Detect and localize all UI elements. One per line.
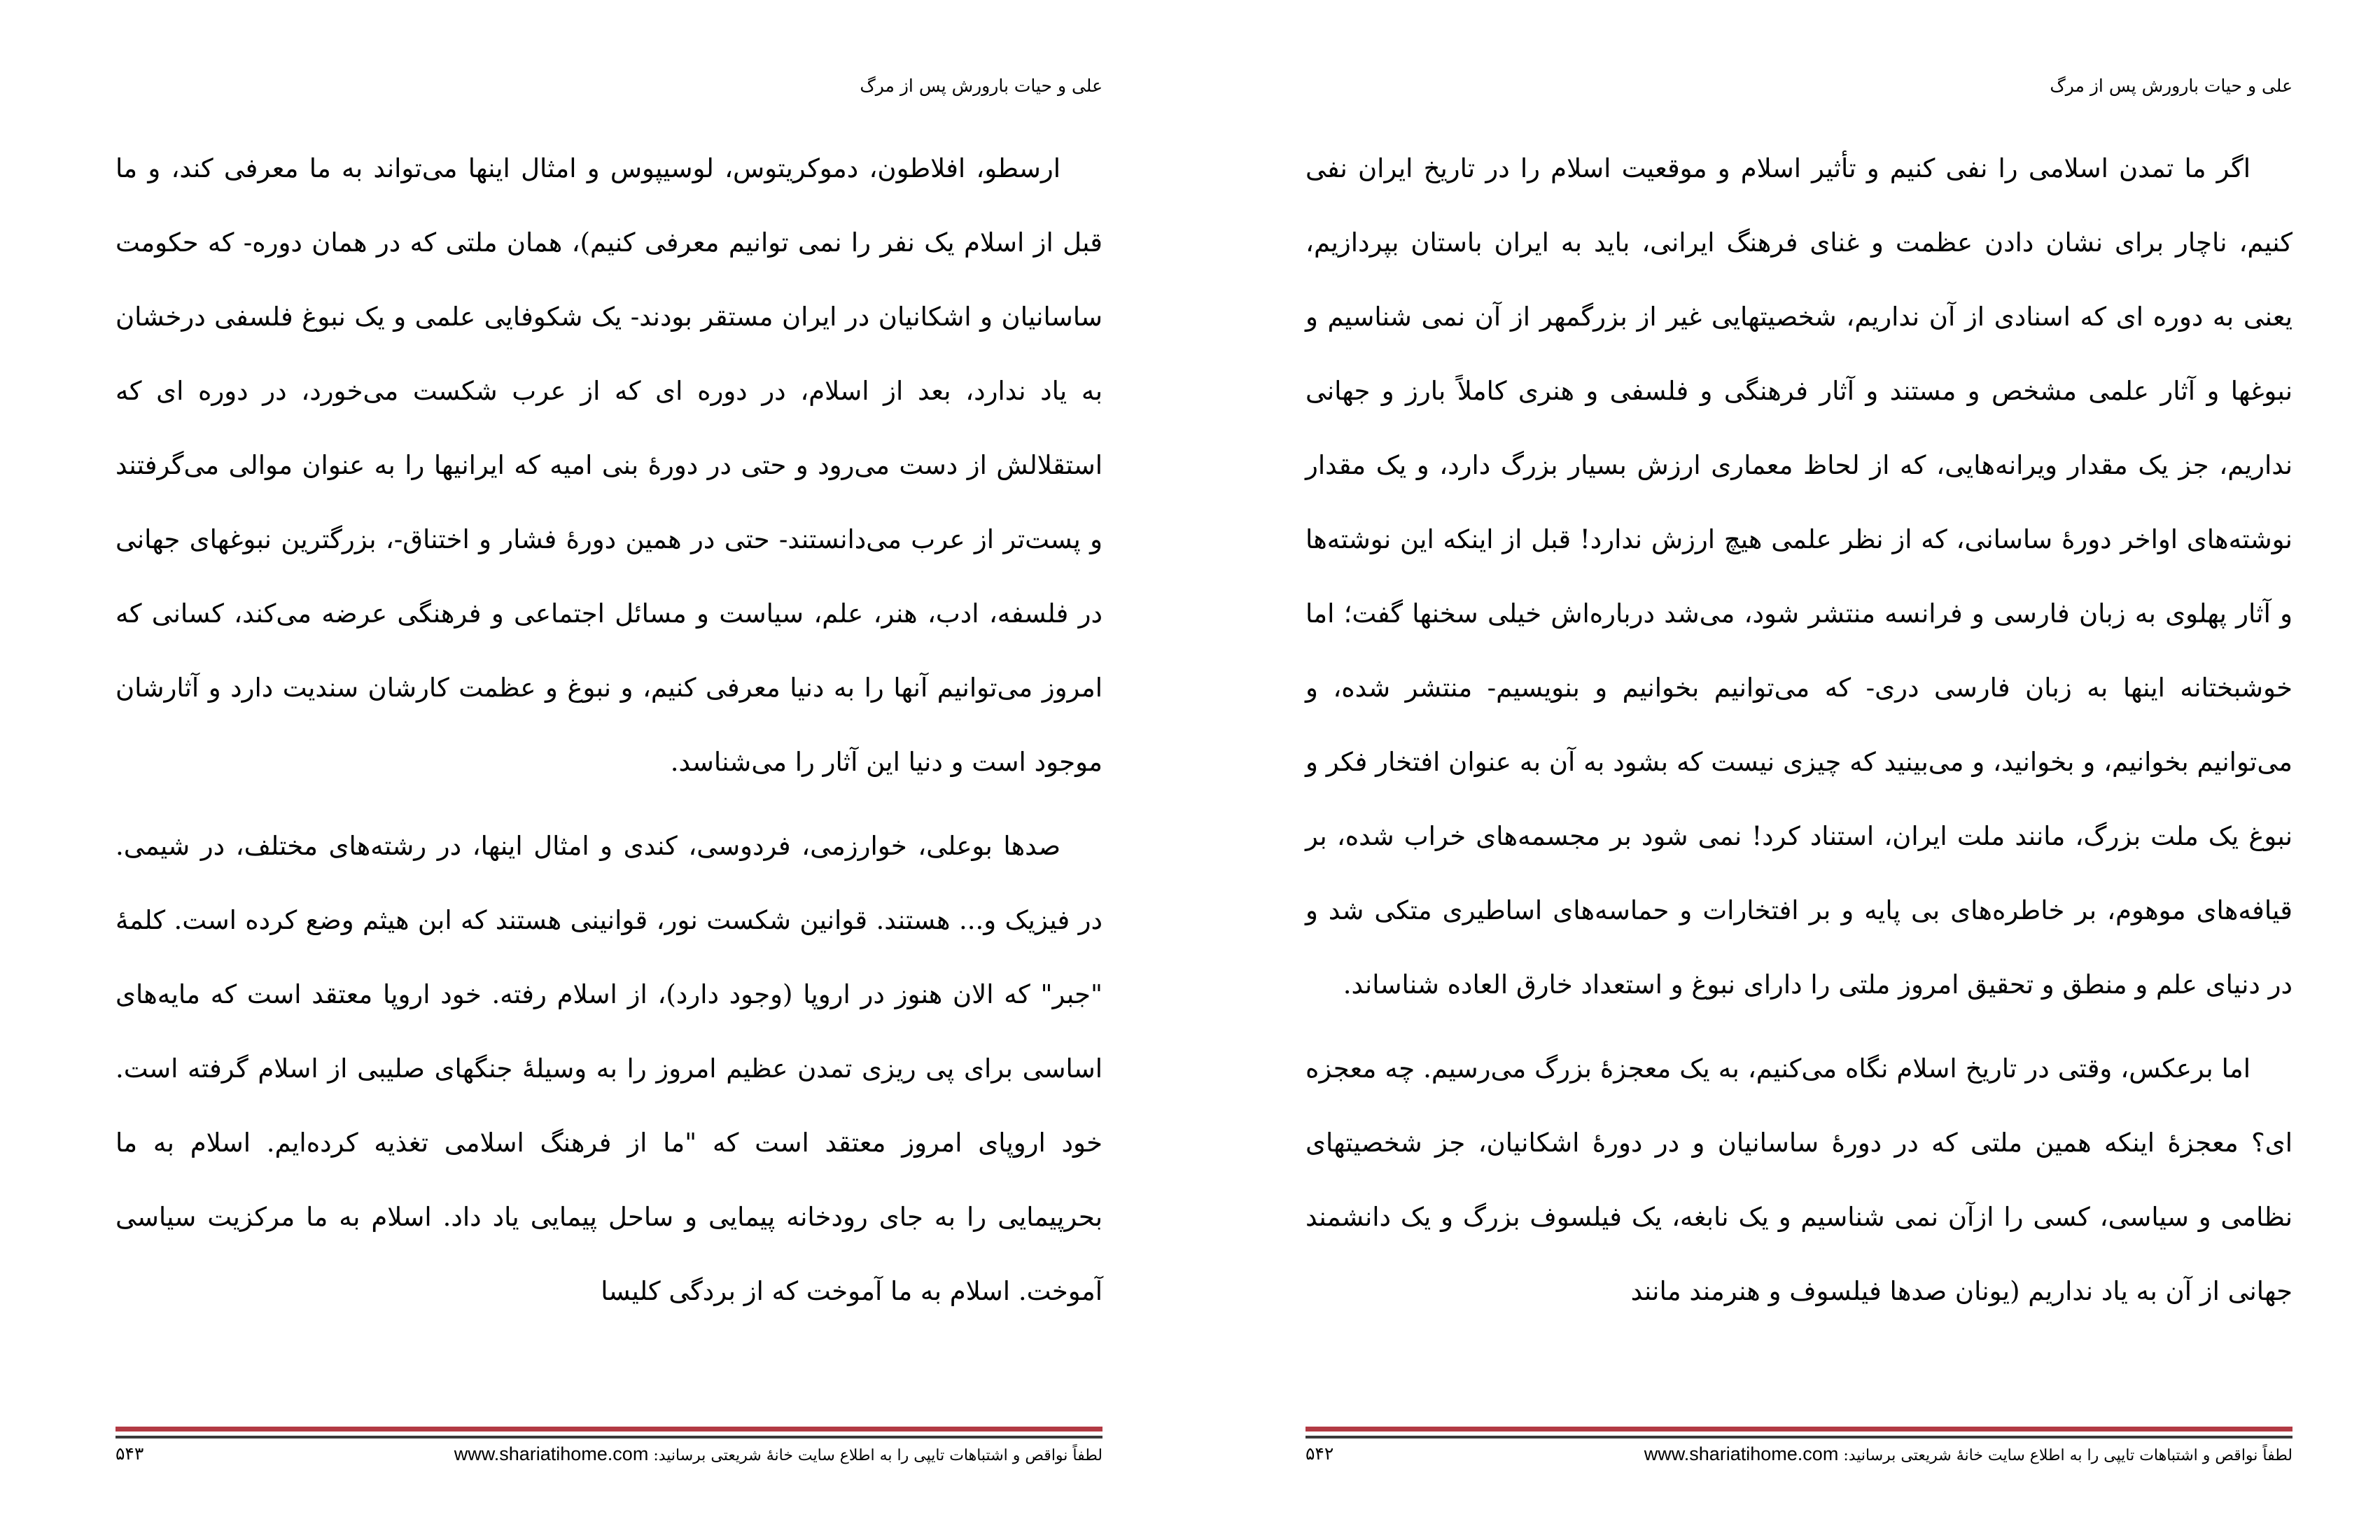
- page-number: ۵۴۲: [1306, 1443, 1334, 1464]
- footer-notice: [454, 1443, 1102, 1465]
- footer-notice: [1644, 1443, 2292, 1465]
- footer-message: لطفاً نواقص و اشتباهات تایپی را به اطلاع سایت خانۀ شریعتی برسانید:: [1843, 1447, 2292, 1464]
- page-footer: [115, 1443, 1102, 1471]
- paragraph: اگر ما تمدن اسلامی را نفی کنیم و تأثیر اسلام و موقعیت اسلام را در تاریخ ایران نفی کنیم، ناچار برای نشان دادن عظمت و غنای فرهنگ ایرانی، باید به ایران باستان بپردازیم، یعنی به دوره ای که اسنادی از آن نداریم، شخصیتهایی غیر از بزرگمهر از آن نمی شناسیم و نبوغها و آثار علمی مشخص و مستند و آثار فرهنگی و فلسفی و هنری کاملاً بارز و جهانی نداریم، جز یک مقدار ویرانه‌هایی، که از لحاظ معماری ارزش بسیار بزرگ دارد، و یک مقدار نوشته‌های اواخر دورۀ ساسانی، که از نظر علمی هیچ ارزش ندارد! قبل از اینکه این نوشته‌ها و آثار پهلوی به زبان فارسی و فرانسه منتشر شود، می‌شد درباره‌اش خیلی سخنها گفت؛ اما خوشبختانه اینها به زبان فارسی دری- که می‌توانیم بخوانیم و بنویسیم- منتشر شده، و می‌توانیم بخوانیم، و بخوانید، و می‌بینید که چیزی نیست که بشود به آن به عنوان افتخار فکر و نبوغ یک ملت بزرگ، مانند ملت ایران، استناد کرد! نمی شود بر مجسمه‌های خراب شده، بر قیافه‌های موهوم، بر خاطره‌های بی پایه و بر افتخارات و حماسه‌های اساطیری متکی شد و در دنیای علم و منطق و تحقیق امروز ملتی را دارای نبوغ و استعداد خارق العاده شناساند.: [1306, 153, 2292, 1000]
- footer-rule-dark: [1306, 1436, 2292, 1438]
- page-body: [115, 132, 1102, 1329]
- page-542: [1190, 0, 2380, 1540]
- footer-rule-red: [1306, 1427, 2292, 1432]
- footer-message: لطفاً نواقص و اشتباهات تایپی را به اطلاع سایت خانۀ شریعتی برسانید:: [653, 1447, 1102, 1464]
- page-number: ۵۴۳: [115, 1443, 144, 1464]
- page-footer: [1306, 1443, 2292, 1471]
- paragraph: اما برعکس، وقتی در تاریخ اسلام نگاه می‌کنیم، به یک معجزۀ بزرگ می‌رسیم. چه معجزه ای؟ معجزۀ اینکه همین ملتی که در دورۀ ساسانیان و در دورۀ اشکانیان، جز شخصیتهای نظامی و سیاسی، کسی را ازآن نمی شناسیم و یک نابغه، یک فیلسوف بزرگ و یک دانشمند جهانی از آن به یاد نداریم (یونان صدها فیلسوف و هنرمند مانند: [1306, 1054, 2292, 1306]
- running-head: علی و حیات بارورش پس از مرگ: [2050, 76, 2292, 96]
- paragraph: صدها بوعلی، خوارزمی، فردوسی، کندی و امثال اینها، در رشته‌های مختلف، در شیمی. در فیزیک و... هستند. قوانین شکست نور، قوانینی هستند که ابن هیثم وضع کرده است. کلمۀ "جبر" که الان هنوز در اروپا (وجود دارد)، از اسلام رفته. خود اروپا معتقد است که مایه‌های اساسی برای پی ریزی تمدن عظیم امروز را به وسیلۀ جنگهای صلیبی از اسلام گرفته است. خود اروپای امروز معتقد است که "ما از فرهنگ اسلامی تغذیه کرده‌ایم. اسلام به ما بحرپیمایی را به جای رودخانه پیمایی و ساحل پیمایی یاد داد. اسلام به ما مرکزیت سیاسی آموخت. اسلام به ما آموخت که از بردگی کلیسا: [115, 831, 1102, 1306]
- running-head: علی و حیات بارورش پس از مرگ: [860, 76, 1102, 96]
- footer-url-link[interactable]: www.shariatihome.com: [454, 1443, 649, 1464]
- paragraph: ارسطو، افلاطون، دموکریتوس، لوسیپوس و امثال اینها می‌تواند به ما معرفی کند، و ما قبل از اسلام یک نفر را نمی توانیم معرفی کنیم)، همان ملتی که در همان دوره- که حکومت ساسانیان و اشکانیان در ایران مستقر بودند- یک شکوفایی علمی و یک نبوغ فلسفی درخشان به یاد ندارد، بعد از اسلام، در دوره ای که از عرب شکست می‌خورد، در دوره ای که استقلالش از دست می‌رود و حتی در دورۀ بنی امیه که ایرانیها را به عنوان موالی می‌گرفتند و پست‌تر از عرب می‌دانستند- حتی در همین دورۀ فشار و اختناق-، بزرگترین نبوغهای جهانی در فلسفه، ادب، هنر، علم، سیاست و مسائل اجتماعی و فرهنگی عرضه می‌کند، کسانی که امروز می‌توانیم آنها را به دنیا معرفی کنیم، و نبوغ و عظمت کارشان سندیت دارد و آثارشان موجود است و دنیا این آثار را می‌شناسد.: [115, 153, 1102, 777]
- footer-rule-dark: [115, 1436, 1102, 1438]
- footer-url-link[interactable]: www.shariatihome.com: [1644, 1443, 1839, 1464]
- page-body: [1306, 132, 2292, 1329]
- footer-rule-red: [115, 1427, 1102, 1432]
